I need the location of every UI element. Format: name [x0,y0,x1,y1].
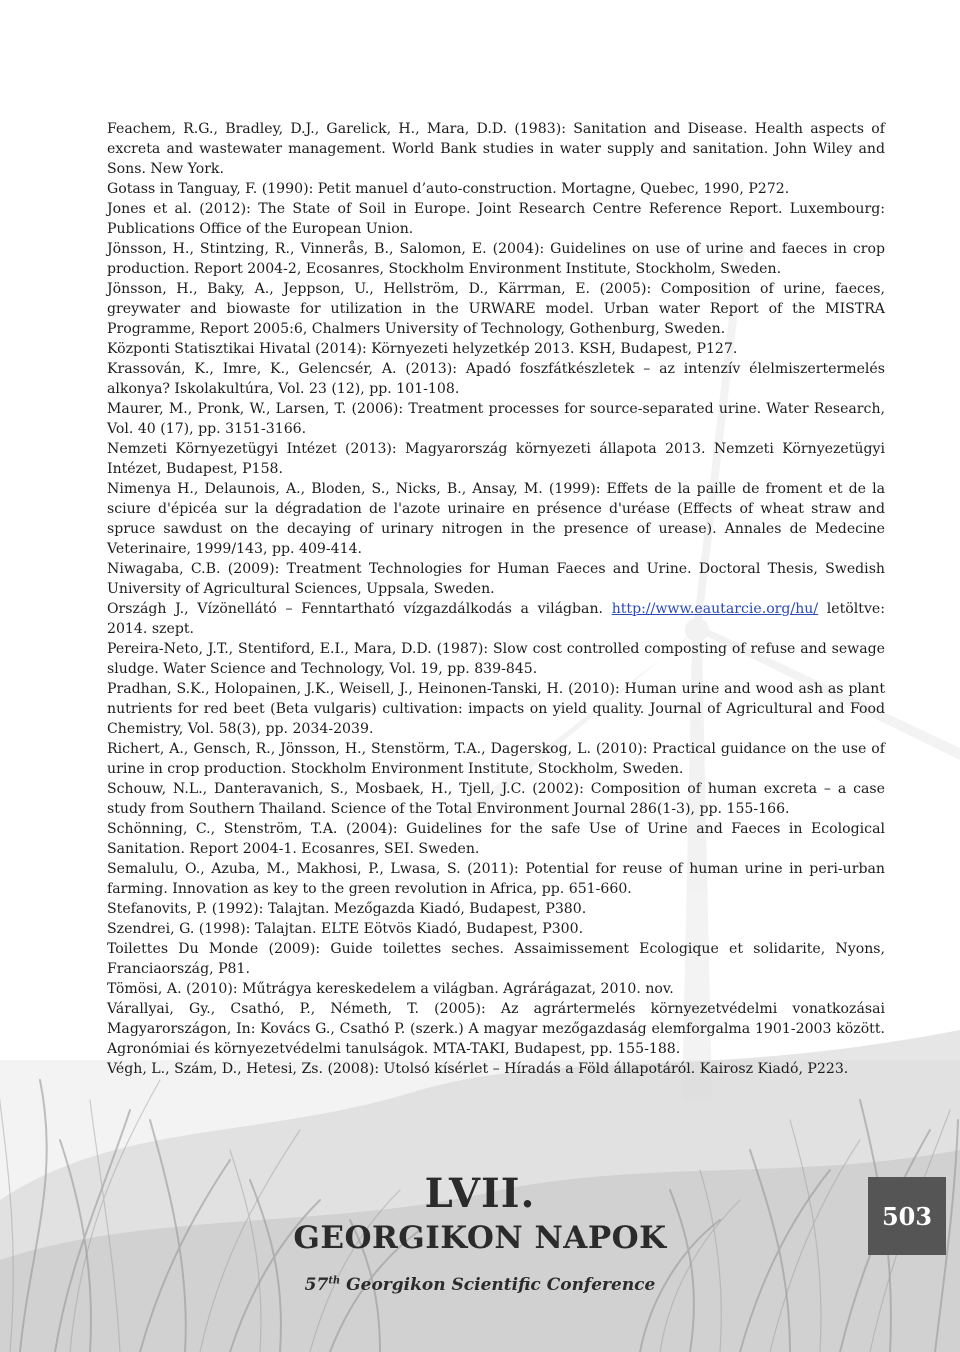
reference-item: Szendrei, G. (1998): Talajtan. ELTE Eötvös Kiadó, Budapest, P300. [107,921,584,937]
reference-item: Nemzeti Környezetügyi Intézet (2013): Magyarország környezeti állapota 2013. Nemzeti Környezetügyi Intézet, Budapest, P158. [107,441,885,477]
reference-item: Schouw, N.L., Danteravanich, S., Mosbaek, H., Tjell, J.C. (2002): Composition of human excreta – a case study from Southern Thailand. Science of the Total Environment Journal 286(1-3), pp. 155-166. [107,781,885,817]
reference-item: Pereira-Neto, J.T., Stentiford, E.I., Mara, D.D. (1987): Slow cost controlled composting of refuse and sewage sludge. Water Science and Technology, Vol. 19, pp. 839-845. [107,641,885,677]
conference-title: GEORGIKON NAPOK [293,1220,667,1256]
reference-item: Jönsson, H., Baky, A., Jeppson, U., Hellström, D., Kärrman, E. (2005): Composition of urine, faeces, greywater and biowaste for utilization in the URWARE model. Urban water Report of the MISTRA Programme, Report 2005:6, Chalmers University of Technology, Gothenburg, Sweden. [107,281,885,337]
reference-item: Toilettes Du Monde (2009): Guide toilettes seches. Assaimissement Ecologique et solidarite, Nyons, Franciaország, P81. [107,941,885,977]
reference-item: Schönning, C., Stenström, T.A. (2004): Guidelines for the safe Use of Urine and Faeces in Ecological Sanitation. Report 2004-1. Ecosanres, SEI. Sweden. [107,821,885,857]
reference-item: Központi Statisztikai Hivatal (2014): Környezeti helyzetkép 2013. KSH, Budapest, P127. [107,341,738,357]
reference-link[interactable]: http://www.eautarcie.org/hu/ [611,601,819,617]
subtitle-number: 57 [304,1275,329,1295]
conference-edition-roman: LVII. [424,1170,536,1217]
reference-item: Tömösi, A. (2010): Műtrágya kereskedelem a világban. Agrárágazat, 2010. nov. [107,981,674,997]
reference-item: Feachem, R.G., Bradley, D.J., Garelick, H., Mara, D.D. (1983): Sanitation and Disease. Health aspects of excreta and wastewater management. World Bank studies in water supply and sanitation. John Wiley and Sons. New York. [107,121,885,177]
reference-list [107,119,885,1079]
reference-item: Stefanovits, P. (1992): Talajtan. Mezőgazda Kiadó, Budapest, P380. [107,901,587,917]
reference-text-before-link: Országh J., Vízönellátó – Fenntartható vízgazdálkodás a világban. [107,601,612,617]
conference-subtitle [0,1275,960,1295]
reference-item: Gotass in Tanguay, F. (1990): Petit manuel d’auto-construction. Mortagne, Quebec, 1990, P272. [107,181,790,197]
reference-item: Jones et al. (2012): The State of Soil in Europe. Joint Research Centre Reference Report. Luxembourg: Publications Office of the European Union. [107,201,885,237]
reference-item: Semalulu, O., Azuba, M., Makhosi, P., Lwasa, S. (2011): Potential for reuse of human urine in peri-urban farming. Innovation as key to the green revolution in Africa, pp. 651-660. [107,861,885,897]
page-number-box [868,1177,946,1255]
reference-item: Richert, A., Gensch, R., Jönsson, H., Stenstörm, T.A., Dagerskog, L. (2010): Practical guidance on the use of urine in crop production. Stockholm Environment Institute, Stockholm, Sweden. [107,741,885,777]
reference-item: Nimenya H., Delaunois, A., Bloden, S., Nicks, B., Ansay, M. (1999): Effets de la paille de froment et de la sciure d'épicéa sur la dégradation de l'azote urinaire en présence d'uréase (Effects of wheat straw and spruce sawdust on the decaying of urinary nitrogen in the presence of urease). Annales de Medecine Veterinaire, 1999/143, pp. 409-414. [107,481,885,557]
reference-item: Végh, L., Szám, D., Hetesi, Zs. (2008): Utolsó kísérlet – Híradás a Föld állapotáról. Kairosz Kiadó, P223. [107,1061,849,1077]
reference-item: Krassován, K., Imre, K., Gelencsér, A. (2013): Apadó foszfátkészletek – az intenzív élelmiszertermelés alkonya? Iskolakultúra, Vol. 23 (12), pp. 101-108. [107,361,885,397]
reference-item: Pradhan, S.K., Holopainen, J.K., Weisell, J., Heinonen-Tanski, H. (2010): Human urine and wood ash as plant nutrients for red beet (Beta vulgaris) cultivation: impacts on yield quality. Journal of Agricultural and Food Chemistry, Vol. 58(3), pp. 2034-2039. [107,681,885,737]
subtitle-text: Georgikon Scientific Conference [340,1275,656,1295]
reference-item-with-link [107,599,885,639]
reference-item: Várallyai, Gy., Csathó, P., Németh, T. (2005): Az agrártermelés környezetvédelmi vonatkozásai Magyarországon, In: Kovács G., Csathó P. (szerk.) A magyar mezőgazdaság elemforgalma 1901-2003 között. Agronómiai és környezetvédelmi tanulságok. MTA-TAKI, Budapest, pp. 155-188. [107,1001,885,1057]
reference-text-after-link: letöltve: 2014. szept. [107,601,885,637]
reference-item: Maurer, M., Pronk, W., Larsen, T. (2006): Treatment processes for source-separated urine. Water Research, Vol. 40 (17), pp. 3151-3166. [107,401,885,437]
reference-item: Niwagaba, C.B. (2009): Treatment Technologies for Human Faeces and Urine. Doctoral Thesis, Swedish University of Agricultural Sciences, Uppsala, Sweden. [107,561,885,597]
reference-item: Jönsson, H., Stintzing, R., Vinnerås, B., Salomon, E. (2004): Guidelines on use of urine and faeces in crop production. Report 2004-2, Ecosanres, Stockholm Environment Institute, Stockholm, Sweden. [107,241,885,277]
page-number: 503 [881,1201,933,1231]
subtitle-ordinal-suffix: th [328,1275,341,1287]
